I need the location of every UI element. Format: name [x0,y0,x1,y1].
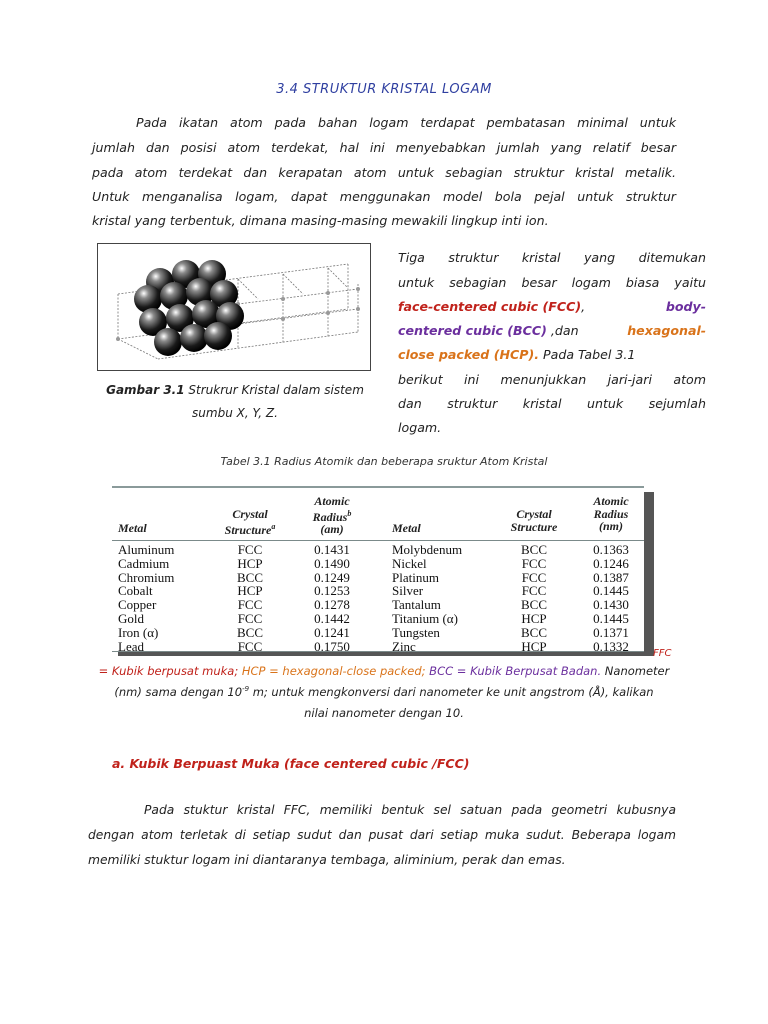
table-cell-left-structure: HCP [237,555,263,571]
table-cell-left-metal: Iron (α) [118,624,159,640]
fcc-term: face-centered cubic (FCC) [398,299,582,314]
header-sup-a: a [271,521,276,531]
structures-line-2: untuk sebagian besar logam biasa yaitu [398,275,706,290]
note-fcc: = Kubik berpusat muka; [98,664,239,678]
header-radius-word: Radius [312,509,348,524]
table-cell-right-radius: 0.1430 [593,597,629,613]
figure-caption-line-2: sumbu X, Y, Z. [192,406,278,420]
table-cell-left-metal: Chromium [118,569,175,585]
table-cell-left-metal: Cadmium [118,555,170,571]
and-word: ,dan [546,323,579,338]
table-cell-right-metal: Platinum [392,569,439,585]
header-structure-word: Structure [224,522,272,537]
table-caption: Tabel 3.1 Radius Atomik dan beberapa sruktur Atom Kristal [220,455,548,468]
table-cell-right-structure: BCC [520,542,547,557]
table-cell-right-metal: Titanium (α) [392,611,458,626]
header-sup-b: b [347,508,352,518]
crystal-lattice-image [98,244,370,370]
table-cell-right-structure: HCP [521,611,547,626]
table-cell-right-metal: Zinc [392,638,416,654]
table-cell-right-radius: 0.1246 [593,555,629,571]
notes-line-3: nilai nanometer dengan 10. [304,706,464,720]
fcc-line-3: memiliki stuktur logam ini diantaranya tembaga, aliminium, perak dan emas. [88,853,566,867]
table-ref: Pada Tabel 3.1 [539,347,636,362]
fcc-line-1: Pada stuktur kristal FFC, memiliki bentuk sel satuan pada geometri kubusnya [144,803,676,817]
section-title: 3.4 STRUKTUR KRISTAL LOGAM [276,82,492,97]
intro-line-1: Pada ikatan atom pada bahan logam terdapat pembatasan minimal untuk [136,115,676,130]
table-cell-right-radius: 0.1363 [593,542,629,557]
table-cell-left-structure: FCC [237,597,263,613]
note-bcc: BCC = Kubik Berpusat Badan. [425,664,602,678]
structures-line-1: Tiga struktur kristal yang ditemukan [398,250,706,265]
table-cell-left-metal: Gold [118,611,144,626]
table-cell-left-radius: 0.1442 [314,611,350,626]
table-cell-left-metal: Aluminum [118,542,175,557]
table-cell-right-radius: 0.1332 [593,638,629,654]
table-cell-right-metal: Tantalum [392,597,441,613]
table-cell-right-radius: 0.1387 [593,569,629,585]
intro-line-2: jumlah dan posisi atom terdekat, hal ini menyebabkan jumlah yang relatif besar [92,140,676,155]
note-conversion: m; untuk mengkonversi dari nanometer ke unit angstrom (Å), kalikan [249,685,654,699]
structures-line-5 [398,347,635,362]
structures-line-6: berikut ini menunjukkan jari-jari atom [398,372,706,387]
structures-line-4 [398,323,706,338]
header-atomic-word-2: Atomic [593,494,629,508]
table-cell-right-structure: BCC [520,597,547,613]
comma: , [581,299,586,314]
table-cell-right-metal: Molybdenum [392,542,463,557]
table-cell-right-structure: HCP [521,638,547,654]
structures-line-8: logam. [398,420,442,435]
fcc-subheading: a. Kubik Berpuast Muka (face centered cubic /FCC) [112,756,470,771]
table-body [112,486,644,652]
header-divider [112,540,644,541]
table-cell-left-metal: Lead [118,638,144,654]
table-cell-left-radius: 0.1490 [314,555,350,571]
table-cell-left-radius: 0.1278 [314,597,350,613]
notes-line-2 [88,685,680,699]
intro-line-3: pada atom terdekat dan kerapatan atom untuk sebagian struktur kristal metalik. [92,165,676,180]
table-cell-right-metal: Tungsten [392,624,440,640]
table-cell-right-metal: Silver [392,583,424,599]
notes-line-1 [88,664,680,678]
table-cell-left-radius: 0.1241 [314,624,350,640]
header-metal-left: Metal [118,521,147,535]
structures-line-3 [398,299,706,314]
note-nanometer: Nanometer [601,664,670,678]
table-cell-left-structure: FCC [237,638,263,654]
header-atomic-word: Atomic [314,494,350,508]
note-hcp: HCP = hexagonal-close packed; [238,664,426,678]
table-cell-left-structure: HCP [237,583,263,599]
table-cell-left-radius: 0.1431 [314,542,350,557]
intro-line-4: Untuk menganalisa logam, dapat menggunakan model bola pejal untuk struktur [92,189,676,204]
table-cell-right-radius: 0.1445 [593,583,629,599]
header-structure-word-2: Structure [510,519,558,534]
header-atomic-radius-nm [576,495,646,533]
table-cell-left-radius: 0.1253 [314,583,350,599]
header-crystal-word-2: Crystal [516,507,552,521]
table-cell-left-structure: FCC [237,611,263,626]
table-cell-right-metal: Nickel [392,555,427,571]
table-cell-left-radius: 0.1249 [314,569,350,585]
note-nm-equals: (nm) sama dengan 10 [114,685,243,699]
note-exponent: -9 [242,685,250,694]
header-crystal-structure-left [210,508,290,536]
table-cell-left-structure: BCC [236,624,263,640]
table-cell-right-structure: FCC [521,569,547,585]
structures-line-7: dan struktur kristal untuk sejumlah [398,396,706,411]
table-cell-right-structure: FCC [521,555,547,571]
table-cell-left-structure: FCC [237,542,263,557]
figure-caption-label: Gambar 3.1 [106,383,185,397]
table-cell-left-radius: 0.1750 [314,638,350,654]
header-nm-unit: (nm) [599,519,623,533]
hcp-term-start: hexagonal- [627,323,706,338]
bcc-term-start: body- [665,299,706,314]
table-cell-right-structure: FCC [521,583,547,599]
table-cell-right-radius: 0.1445 [593,611,629,626]
figure-caption-line-1: Strukrur Kristal dalam sistem [184,383,364,397]
atomic-radius-table [112,486,652,656]
bcc-term: centered cubic (BCC) [398,323,547,338]
header-atomic-radius-am [297,495,367,536]
table-bottom-rule [112,651,644,652]
header-radius-word-2: Radius [593,506,629,521]
table-cell-right-radius: 0.1371 [593,624,629,640]
table-cell-left-metal: Copper [118,597,157,613]
header-am-unit: (am) [320,522,344,536]
ffc-note-mark: FFC [653,648,672,659]
header-crystal-structure-right [494,508,574,533]
hcp-term: close packed (HCP). [398,347,540,362]
fcc-line-2: dengan atom terletak di setiap sudut dan pusat dari setiap muka sudut. Beberapa logam [88,828,676,842]
figure-caption [90,380,380,423]
table-cell-right-structure: BCC [520,624,547,640]
header-metal-right: Metal [392,521,421,535]
crystal-structure-figure [97,243,371,371]
header-crystal-word: Crystal [232,507,268,521]
table-cell-left-metal: Cobalt [118,583,153,599]
intro-line-5: kristal yang terbentuk, dimana masing-masing mewakili lingkup inti ion. [92,213,549,228]
table-cell-left-structure: BCC [236,569,263,585]
